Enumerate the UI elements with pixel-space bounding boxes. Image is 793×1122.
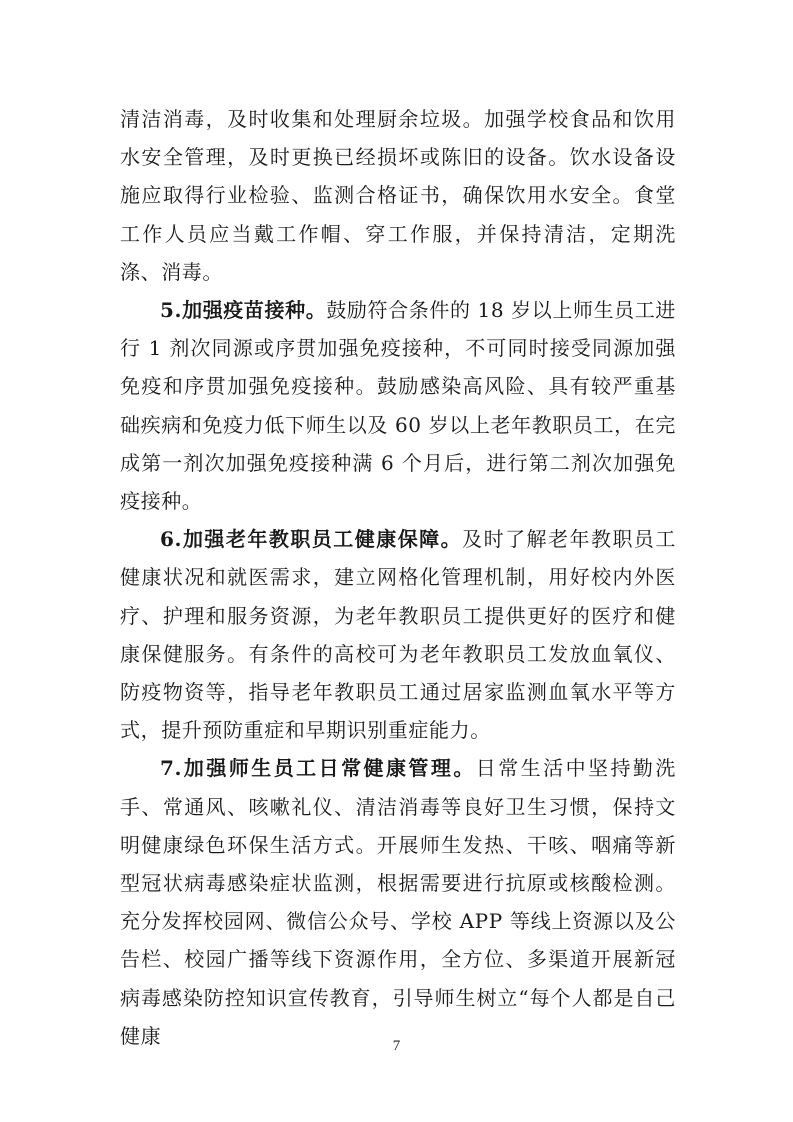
paragraph-continuation — [120, 100, 676, 291]
paragraph-heading: 7.加强师生员工日常健康管理。 — [160, 756, 476, 781]
paragraph-heading: 5.加强疫苗接种。 — [160, 298, 327, 323]
paragraph-daily-health — [120, 749, 676, 1055]
document-body — [120, 100, 676, 1055]
paragraph-vaccination — [120, 291, 676, 520]
paragraph-elderly-staff — [120, 520, 676, 749]
paragraph-heading: 6.加强老年教职员工健康保障。 — [160, 527, 463, 552]
paragraph-text: 鼓励符合条件的 18 岁以上师生员工进行 1 剂次同源或序贯加强免疫接种，不可同时接受同源加强免疫和序贯加强免疫接种。鼓励感染高风险、具有较严重基础疾病和免疫力低下师生以及 60 岁以上老年教职员工，在完成第一剂次加强免疫接种满 6 个月后，进行第二剂次加强免疫接种。 — [120, 298, 676, 514]
page-number: 7 — [392, 1038, 401, 1054]
paragraph-text: 清洁消毒，及时收集和处理厨余垃圾。加强学校食品和饮用水安全管理，及时更换已经损坏或陈旧的设备。饮水设备设施应取得行业检验、监测合格证书，确保饮用水安全。食堂工作人员应当戴工作帽、穿工作服，并保持清洁，定期洗涤、消毒。 — [120, 107, 676, 284]
paragraph-text: 日常生活中坚持勤洗手、常通风、咳嗽礼仪、清洁消毒等良好卫生习惯，保持文明健康绿色环保生活方式。开展师生发热、干咳、咽痛等新型冠状病毒感染症状监测，根据需要进行抗原或核酸检测。充分发挥校园网、微信公众号、学校 APP 等线上资源以及公告栏、校园广播等线下资源作用，全方位、多渠道开展新冠病毒感染防控知识宣传教育，引导师生树立“每个人都是自己健康 — [120, 756, 676, 1048]
paragraph-text: 及时了解老年教职员工健康状况和就医需求，建立网格化管理机制，用好校内外医疗、护理和服务资源，为老年教职员工提供更好的医疗和健康保健服务。有条件的高校可为老年教职员工发放血氧仪、防疫物资等，指导老年教职员工通过居家监测血氧水平等方式，提升预防重症和早期识别重症能力。 — [120, 527, 676, 743]
